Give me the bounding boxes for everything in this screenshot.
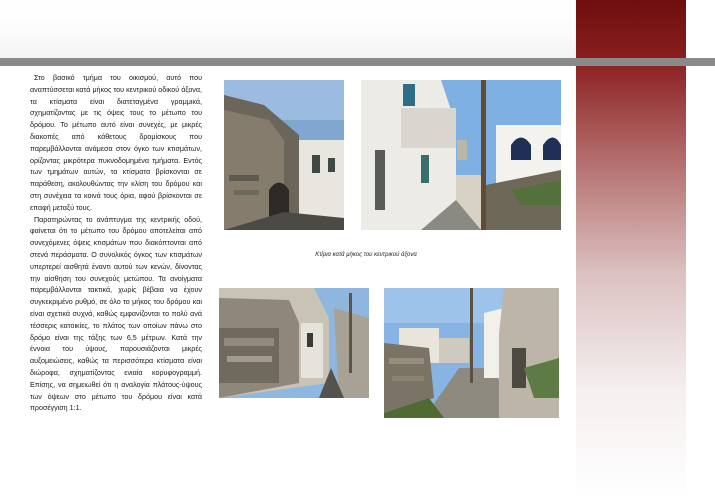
header-fade (0, 0, 576, 58)
figure-caption: Κτίρια κατά μήκος του κεντρικού άξονα (315, 252, 417, 258)
side-accent-bar (576, 0, 686, 500)
photo-street-white-house (384, 288, 559, 418)
right-margin-strip (686, 0, 715, 500)
paragraph-1: Στο βασικό τμήμα του οικισμού, αυτό που αναπτύσσεται κατά μήκος του κεντρικού οδικού άξονα, τα κτίσματα είναι διατεταγμένα γραμμικά, σχηματίζοντας με τις όψεις τους το μέτωπο του δρόμου. Το μέτωπο αυτό είναι συνεχές, με μικρές διακοπές από κάθετους δρομίσκους που παρεμβάλλονται ανάμεσα στον όγκο των κτισμάτων, ορίζοντας μικρότερα πυκνοδομημένα τμήματα. Εντός των τμημάτων αυτών, τα κτίσματα βρίσκονται σε παράθεση, ακολουθώντας την κλίση του δρόμου και στη συνέχεια τα κοινά τους όρια, αφού βρίσκονται σε επαφή μεταξύ τους. (30, 74, 202, 212)
photo-stone-wall-alley (219, 288, 369, 398)
photo-balcony-alley (361, 80, 561, 230)
photo-stone-arch-house (224, 80, 344, 230)
paragraph-2: Παρατηρώντας το ανάπτυγμα της κεντρικής οδού, φαίνεται ότι το μέτωπο του δρόμου αποτελείται από συνεχόμενες όψεις κτισμάτων που διακόπτονται από στενά περάσματα. Ο συνολικός όγκος των κτισμάτων υπερτερεί αισθητά έναντι αυτού των κενών, δίνοντας την αίσθηση του συνεχούς μετώπου. Τα ανοίγματα παρεμβάλλονται τακτικά, χωρίς βέβαια να έχουν συγκεκριμένο ρυθμό, σε όλο το μήκος του δρόμου και είναι σχετικά συχνά, καθώς εμφανίζονται το πολύ ανά τέσσερις κατοικίες, το πλάτος των οποίων πάνω στο δρόμο είναι της τάξης των 6,5 μέτρων. Κατά την έννοια του ύψους, παρουσιάζονται μικρές αυξομειώσεις, καθώς τα περισσότερα κτίσματα είναι διώροφα, σχηματίζοντας ενιαία κορυφογραμμή. Επίσης, να σημειωθεί ότι η αναλογία πλάτους-ύψους των όψεων στο μέτωπο του δρόμου είναι κατά προσέγγιση 1:1. (30, 215, 202, 413)
body-text (30, 73, 202, 415)
horizontal-band (0, 58, 715, 66)
